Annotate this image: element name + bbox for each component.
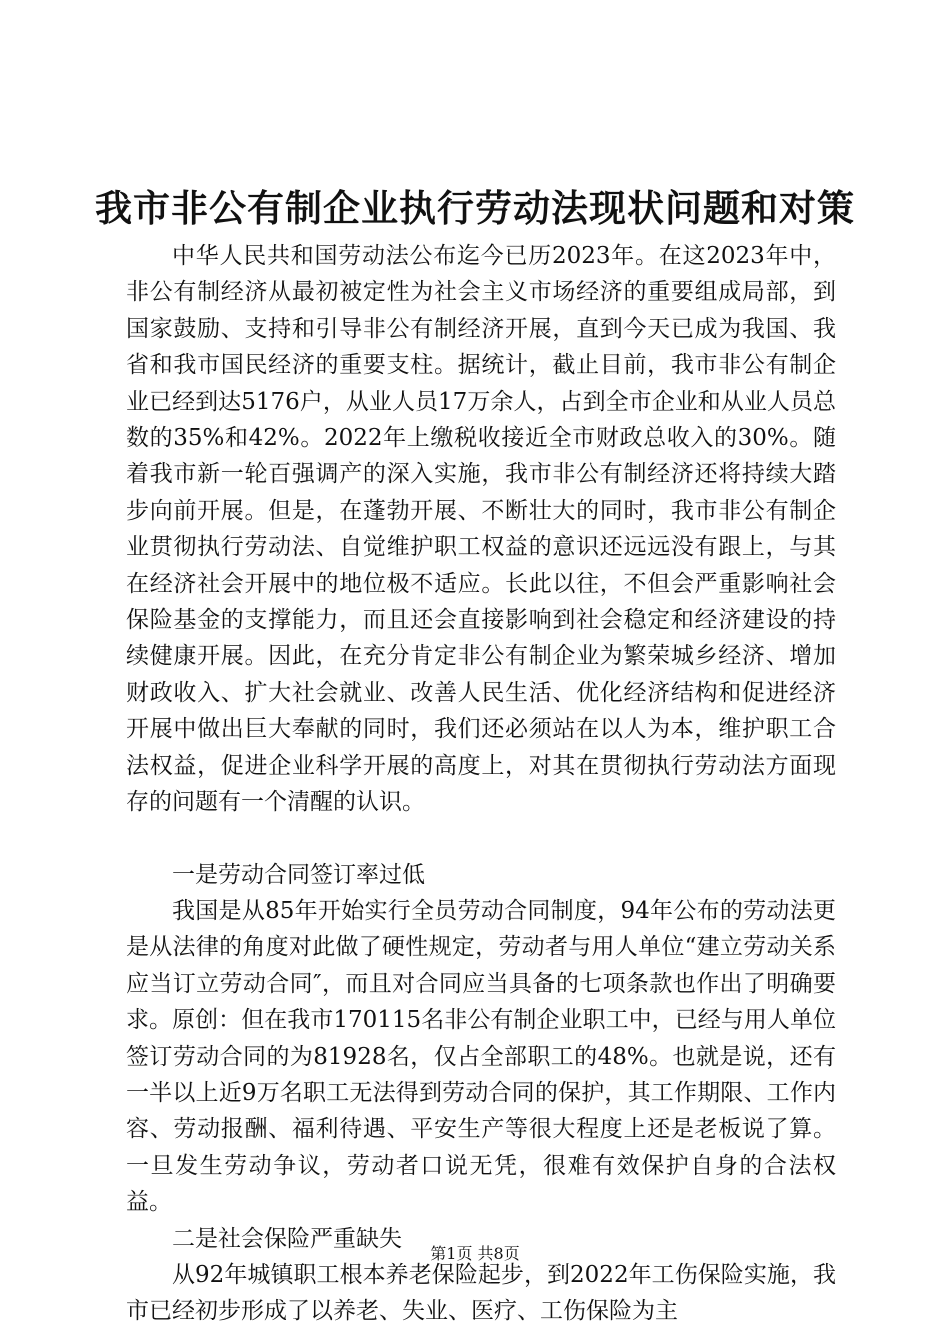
document-title: 我市非公有制企业执行劳动法现状问题和对策	[95, 186, 855, 230]
paragraph-labor-contract: 我国是从85年开始实行全员劳动合同制度，94年公布的劳动法更是从法律的角度对此做了硬性规定，劳动者与用人单位“建立劳动关系应当订立劳动合同″，而且对合同应当具备的七项条款也作出了明确要求。原创：但在我市170115名非公有制企业职工中，已经与用人单位签订劳动合同的为81928名，仅占全部职工的48%。也就是说，还有一半以上近9万名职工无法得到劳动合同的保护，其工作期限、工作内容、劳动报酬、福利待遇、平安生产等很大程度上还是老板说了算。一旦发生劳动争议，劳动者口说无凭，很难有效保护自身的合法权益。	[126, 897, 836, 1216]
section-heading-1: 一是劳动合同签订率过低	[172, 861, 425, 888]
paragraph-intro: 中华人民共和国劳动法公布迄今已历2023年。在这2023年中，非公有制经济从最初被定性为社会主义市场经济的重要组成局部，到国家鼓励、支持和引导非公有制经济开展，直到今天已成为我国、我省和我市国民经济的重要支柱。据统计，截止目前，我市非公有制企业已经到达5176户，从业人员17万余人，占到全市企业和从业人员总数的35%和42%。2022年上缴税收接近全市财政总收入的30%。随着我市新一轮百强调产的深入实施，我市非公有制经济还将持续大踏步向前开展。但是，在蓬勃开展、不断壮大的同时，我市非公有制企业贯彻执行劳动法、自觉维护职工权益的意识还远远没有跟上，与其在经济社会开展中的地位极不适应。长此以往，不但会严重影响社会保险基金的支撑能力，而且还会直接影响到社会稳定和经济建设的持续健康开展。因此，在充分肯定非公有制企业为繁荣城乡经济、增加财政收入、扩大社会就业、改善人民生活、优化经济结构和促进经济开展中做出巨大奉献的同时，我们还必须站在以人为本，维护职工合法权益，促进企业科学开展的高度上，对其在贯彻执行劳动法方面现存的问题有一个清醒的认识。	[126, 243, 836, 816]
section-heading-2: 二是社会保险严重缺失	[172, 1225, 402, 1252]
document-body	[126, 238, 836, 1330]
paragraph-social-insurance: 从92年城镇职工根本养老保险起步，到2022年工伤保险实施，我市已经初步形成了以养老、失业、医疗、工伤保险为主	[126, 1261, 836, 1325]
page-number-footer: 第1页 共8页	[430, 1244, 520, 1263]
